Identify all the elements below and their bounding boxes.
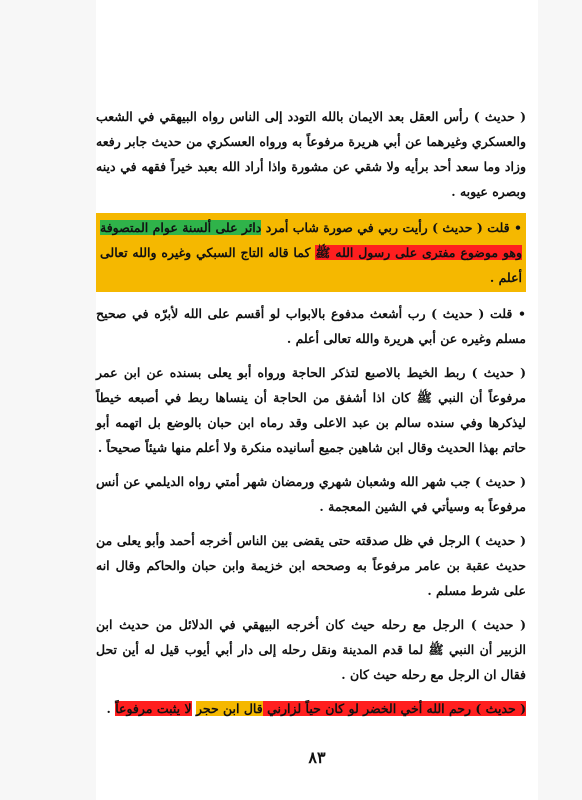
paragraph-2 <box>96 213 526 292</box>
yellow-highlight: قال ابن حجر <box>195 701 263 716</box>
paragraph-2-lead: • قلت ( حديث ) رأيت ربي في صورة شاب أمرد <box>261 220 522 235</box>
paragraph-8 <box>96 696 526 721</box>
paragraph-4: ( حديث ) ربط الخيط بالاصبع لتذكر الحاجة ورواه أبو يعلى بسنده عن ابن عمر مرفوعاً أن النبي ﷺ كان اذا أشفق من الحاجة أن ينساها ربط في أصبعه خيطاً ليذكرها وفي سنده سالم بن عبد الاعلى وقد رماه ابن حبان بالوضع بل اتهمه أبو حاتم بهذا الحديث وقال ابن شاهين جميع أسانيده منكرة ولا أعلم منها شيئاً صحيحاً . <box>96 365 526 455</box>
green-highlight: دائر على ألسنة عوام المتصوفة <box>100 220 262 235</box>
paragraph-7: ( حديث ) الرجل مع رحله حيث كان أخرجه البيهقي في الدلائل من حديث ابن الزبير أن النبي ﷺ لما قدم المدينة ونقل رحله إلى دار أبي أيوب قيل له أين تحل فقال ان الرجل مع رحله حيث كان . <box>96 617 526 682</box>
paragraph-8-tail: . <box>106 701 116 716</box>
red-highlight-2: لا يثبت مرفوعاً <box>115 701 192 716</box>
paragraph-8-red-lead: ( حديث ) رحم الله أخي الخضر لو كان حياً لزارني <box>262 701 526 716</box>
paragraph-1: ( حديث ) رأس العقل بعد الايمان بالله التودد إلى الناس رواه البيهقي في الشعب والعسكري وغيرهما عن أبي هريرة مرفوعاً به ورواه العسكري من حديث جابر رفعه وزاد وما سعد أحد برأيه ولا شقي عن مشورة واذا أراد الله بعبد خيراً فقهه في دينه وبصره عيوبه . <box>96 109 526 199</box>
paragraph-5: ( حديث ) جب شهر الله وشعبان شهري ورمضان شهر أمتي رواه الديلمي عن أنس مرفوعاً به وسيأتي في الشين المعجمة . <box>96 474 526 514</box>
red-highlight: وهو موضوع مفترى على رسول الله ﷺ <box>315 245 522 260</box>
paragraph-3: • قلت ( حديث ) رب أشعث مدفوع بالابواب لو أقسم على الله لأبرّه في صحيح مسلم وغيره عن أبي هريرة والله تعالى أعلم . <box>96 306 526 346</box>
paragraph-2-tail: كما قاله التاج السبكي وغيره والله تعالى أعلم . <box>100 245 522 285</box>
paragraph-6: ( حديث ) الرجل في ظل صدقته حتى يقضى بين الناس أخرجه أحمد وأبو يعلى من حديث عقبة بن عامر مرفوعاً به وصححه ابن خزيمة وابن حبان والحاكم وقال انه على شرط مسلم . <box>96 533 526 598</box>
document-body <box>96 104 526 730</box>
page-number: ٨٣ <box>308 748 326 767</box>
